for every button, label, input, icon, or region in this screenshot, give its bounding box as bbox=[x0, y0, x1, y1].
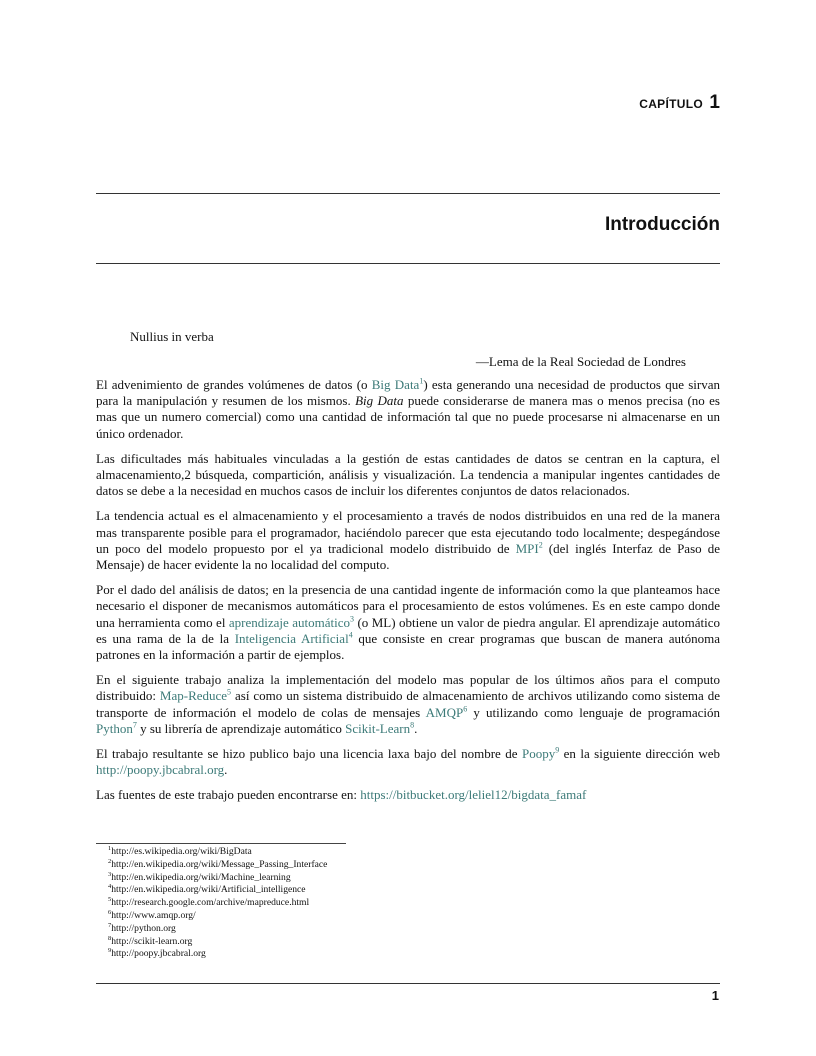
paragraph-text: ) esta generando una necesidad de productos que sirvan para la manipulación y resumen de los mismos. bbox=[96, 377, 720, 409]
footnote-number: 9 bbox=[108, 947, 112, 955]
link-machine-learning[interactable]: aprendizaje automático bbox=[228, 614, 350, 630]
footnote-number: 5 bbox=[108, 896, 112, 903]
link-python[interactable]: Python bbox=[96, 720, 133, 736]
footnote-ref[interactable]: 1 bbox=[419, 376, 424, 386]
footnote bbox=[108, 910, 327, 923]
chapter-heading bbox=[639, 92, 720, 114]
epigraph-quote: Nullius in verba bbox=[130, 329, 214, 344]
footnote-ref[interactable]: 2 bbox=[538, 540, 543, 550]
paragraph-text: así como un sistema distribuido de almacenamiento de archivos utilizando como sistema de transporte de información el modelo de colas de mensajes bbox=[96, 688, 720, 720]
footnote-ref[interactable]: 6 bbox=[463, 704, 468, 714]
link-map-reduce[interactable]: Map-Reduce bbox=[159, 688, 228, 704]
footnote bbox=[108, 923, 327, 936]
paragraph-text: (del inglés Interfaz de Paso de Mensaje) de hacer evidente la no localidad del computo. bbox=[96, 540, 720, 573]
link-mpi[interactable]: MPI bbox=[515, 540, 539, 556]
paragraph-text: (o ML) obtiene un valor de piedra angular. El aprendizaje automático es una rama de la de la bbox=[96, 614, 720, 646]
footnote-url: http://en.wikipedia.org/wiki/Artificial_intelligence bbox=[111, 884, 306, 896]
footnote-url: http://es.wikipedia.org/wiki/BigData bbox=[111, 846, 252, 857]
paragraph-text: y su librería de aprendizaje automático bbox=[136, 720, 346, 736]
footnote-number: 4 bbox=[108, 883, 112, 891]
footnote bbox=[108, 936, 327, 949]
link-big-data[interactable]: Big Data bbox=[371, 377, 420, 392]
epigraph-source: —Lema de la Real Sociedad de Londres bbox=[475, 354, 686, 369]
footnote-url: http://python.org bbox=[111, 922, 176, 934]
footnote bbox=[108, 872, 327, 885]
footnote-number: 3 bbox=[108, 870, 112, 878]
footnote-rule bbox=[96, 843, 346, 844]
chapter-number: 1 bbox=[709, 92, 720, 113]
paragraph-text: en la siguiente dirección web bbox=[559, 746, 720, 762]
title-rule-bottom bbox=[96, 263, 720, 264]
footnote-number: 7 bbox=[108, 921, 112, 929]
footnote-number: 6 bbox=[108, 908, 112, 916]
paragraph-7 bbox=[96, 787, 720, 803]
paragraph-4 bbox=[96, 582, 720, 663]
paragraph-text: . bbox=[224, 762, 228, 778]
footnote-ref[interactable]: 3 bbox=[350, 614, 354, 624]
footnote-url: http://en.wikipedia.org/wiki/Machine_learning bbox=[111, 871, 291, 883]
body-text bbox=[96, 377, 720, 813]
footnote bbox=[108, 948, 327, 961]
paragraph-text: y utilizando como lenguaje de programación bbox=[467, 704, 720, 720]
footnote-ref[interactable]: 7 bbox=[132, 720, 137, 730]
footnotes bbox=[108, 846, 327, 961]
footnote-ref[interactable]: 4 bbox=[348, 630, 353, 640]
paragraph-text: . bbox=[414, 720, 418, 736]
chapter-label: CAPÍTULO bbox=[639, 97, 703, 111]
footnote bbox=[108, 897, 327, 910]
link-artificial-intelligence[interactable]: Inteligencia Artificial bbox=[234, 630, 349, 646]
paragraph-1 bbox=[96, 377, 720, 442]
footnote-ref[interactable]: 5 bbox=[227, 688, 232, 698]
page-number: 1 bbox=[711, 988, 719, 1003]
link-scikit-learn[interactable]: Scikit-Learn bbox=[345, 720, 411, 736]
chapter-title: Introducción bbox=[604, 214, 720, 235]
footnote bbox=[108, 846, 327, 859]
paragraph-text: puede considerarse de manera mas o menos precisa (no es mas que un numero comercial) como una cantidad de información tal que no puede procesarse ni almacenarse en un único ordenador. bbox=[96, 393, 720, 441]
emphasis-big-data: Big Data bbox=[355, 393, 404, 409]
footnote bbox=[108, 859, 327, 872]
footnote-ref[interactable]: 9 bbox=[555, 745, 560, 755]
footnote-ref[interactable]: 8 bbox=[410, 720, 415, 730]
footnote-url: http://poopy.jbcabral.org bbox=[111, 948, 206, 960]
paragraph-text: Las fuentes de este trabajo pueden encontrarse en: bbox=[96, 787, 361, 803]
footnote-number: 8 bbox=[108, 934, 112, 942]
paragraph-6 bbox=[96, 746, 720, 778]
title-rule-top bbox=[96, 193, 720, 194]
paragraph-text: El trabajo resultante se hizo publico bajo una licencia laxa bajo del nombre de bbox=[96, 746, 522, 762]
link-bitbucket-url[interactable]: https://bitbucket.org/leliel12/bigdata_famaf bbox=[360, 787, 587, 803]
paragraph-5 bbox=[96, 672, 720, 737]
footnote-number: 2 bbox=[108, 857, 112, 865]
footnote bbox=[108, 884, 327, 897]
footnote-url: http://en.wikipedia.org/wiki/Message_Passing_Interface bbox=[111, 858, 328, 870]
footnote-url: http://www.amqp.org/ bbox=[111, 909, 196, 921]
paragraph-2: Las dificultades más habituales vinculadas a la gestión de estas cantidades de datos se centran en la captura, el almacenamiento,2 búsqueda, compartición, análisis y visualización. La tendencia a manipular ingentes cantidades de datos se debe a la necesidad en muchos casos de incluir los diferentes conjuntos de datos relacionados. bbox=[96, 450, 720, 499]
link-poopy-url[interactable]: http://poopy.jbcabral.org bbox=[96, 762, 225, 778]
link-poopy[interactable]: Poopy bbox=[521, 746, 556, 762]
paragraph-text: En el siguiente trabajo analiza la implementación del modelo mas popular de los últimos años para el computo distribuido: bbox=[96, 672, 720, 704]
footnote-number: 1 bbox=[108, 844, 112, 852]
paragraph-text: La tendencia actual es el almacenamiento y el procesamiento a través de nodos distribuidos en una red de la manera mas transparente posible para el programador, haciéndolo parecer que esta ejecutando todo localmente; despegándose un poco del modelo propuesto por el ya tradicional modelo distribuido de bbox=[96, 508, 720, 556]
link-amqp[interactable]: AMQP bbox=[425, 704, 464, 720]
paragraph-text: que consiste en crear programas que buscan de manera autónoma patrones en la información a partir de ejemplos. bbox=[96, 630, 720, 663]
paragraph-text: Por el dado del análisis de datos; en la presencia de una cantidad ingente de información como la que planteamos hace necesario el disponer de mecanismos automáticos para el procesamiento de estos volúmenes. Es en este campo donde una herramienta como el bbox=[96, 582, 720, 630]
footnote-url: http://research.google.com/archive/mapreduce.html bbox=[111, 897, 310, 909]
paragraph-text: El advenimiento de grandes volúmenes de datos (o bbox=[96, 377, 372, 392]
footer-rule bbox=[96, 983, 720, 984]
paragraph-3 bbox=[96, 508, 720, 573]
footnote-url: http://scikit-learn.org bbox=[111, 935, 193, 947]
